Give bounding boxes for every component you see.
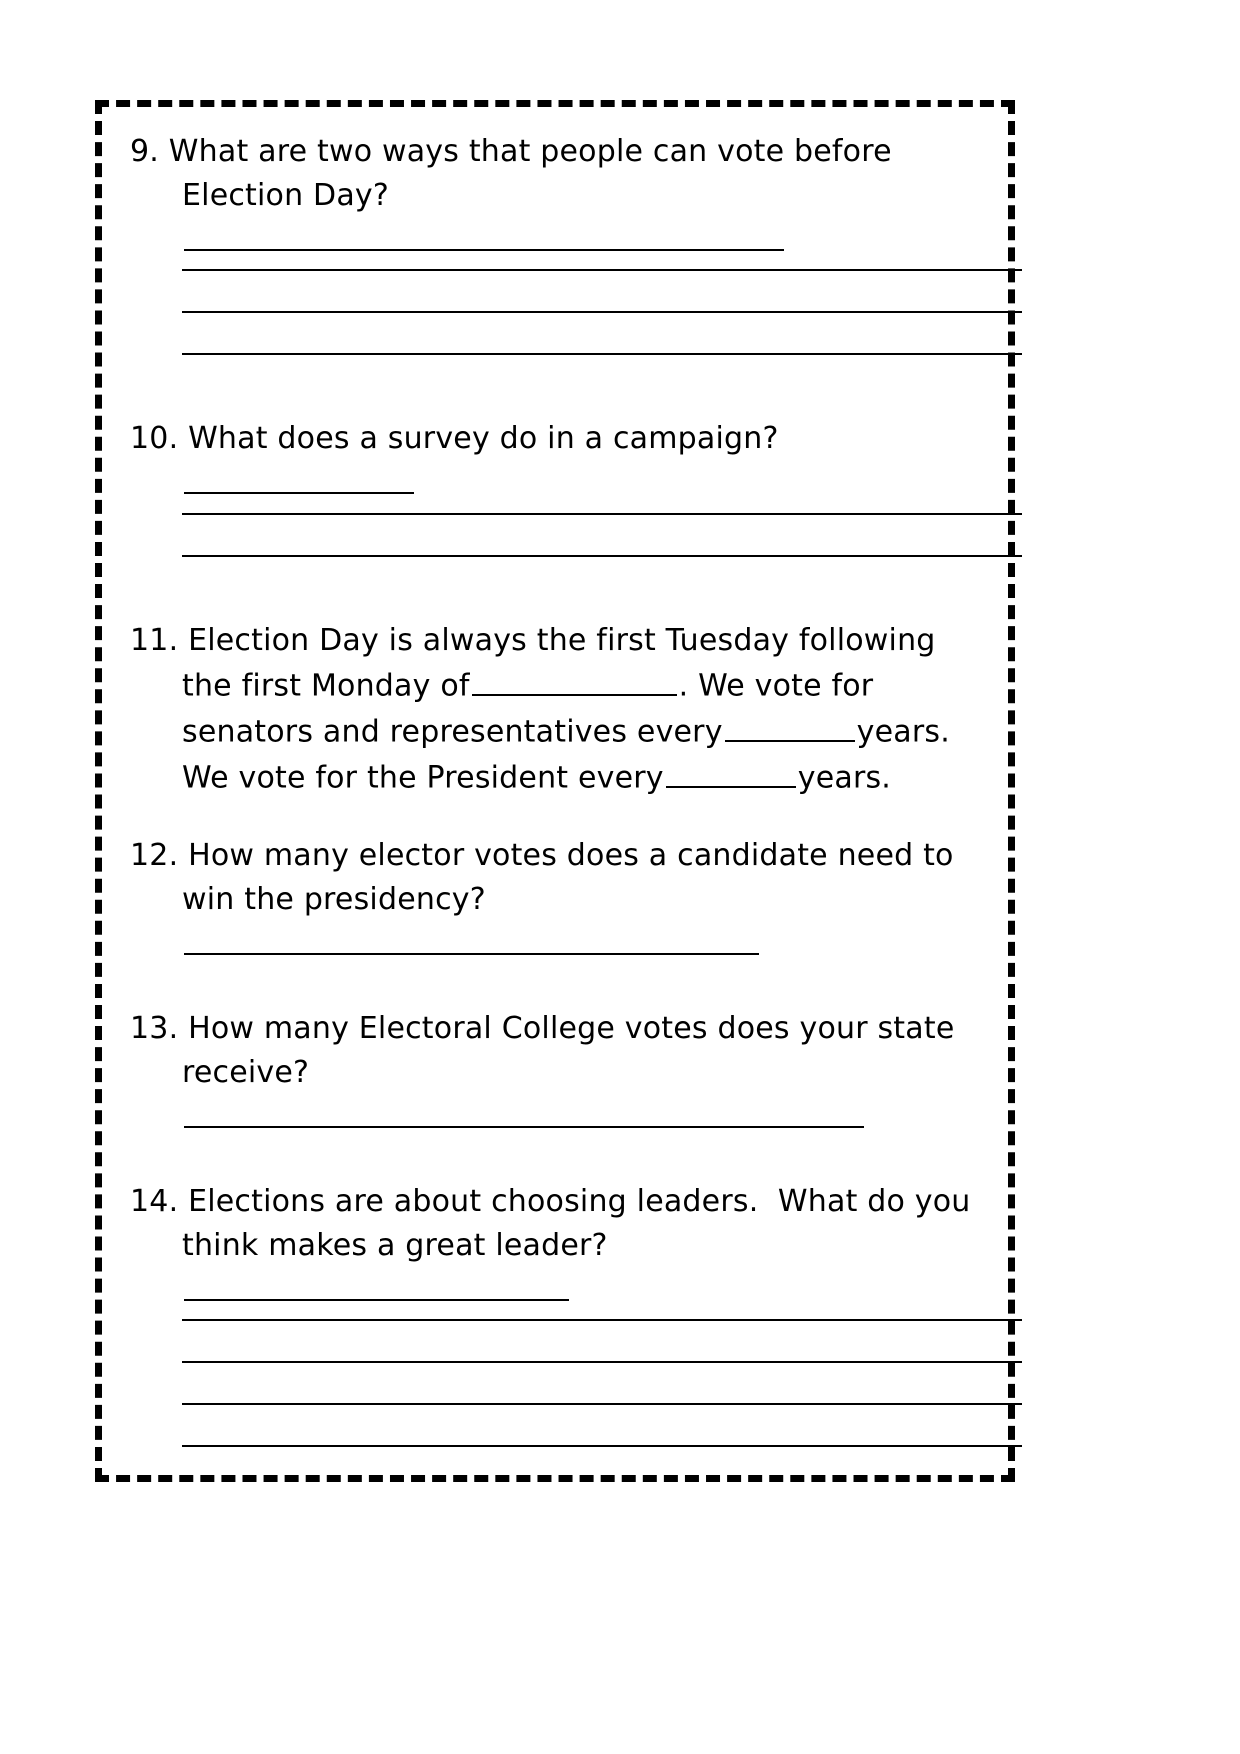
question-13-number: 13. xyxy=(130,1011,179,1046)
question-13-text xyxy=(130,1007,990,1140)
question-12-text xyxy=(130,834,990,967)
spacer xyxy=(130,1140,990,1180)
question-14-inline-blank[interactable] xyxy=(184,1267,569,1301)
question-14-answer-lines[interactable] xyxy=(130,1319,990,1447)
question-11-blank-month[interactable] xyxy=(472,662,677,696)
question-13-line-2: receive? xyxy=(182,1054,310,1090)
question-9-answer-lines[interactable] xyxy=(130,269,990,355)
answer-line[interactable] xyxy=(182,555,1022,557)
answer-line[interactable] xyxy=(182,1403,1022,1405)
question-11-blank-term-congress[interactable] xyxy=(725,708,855,742)
question-13 xyxy=(130,1007,990,1140)
question-11-line-1: Election Day is always the first Tuesday following the xyxy=(182,622,946,704)
question-9-text xyxy=(130,130,990,263)
spacer xyxy=(130,597,990,619)
question-14-line-2: think makes a great leader? xyxy=(182,1227,608,1263)
question-14-line-1: Elections are about choosing leaders. What do you xyxy=(188,1184,971,1219)
answer-line[interactable] xyxy=(182,1319,1022,1321)
question-11-line-4b: years. xyxy=(797,760,892,796)
spacer xyxy=(130,395,990,417)
question-11-number: 11. xyxy=(130,622,179,658)
question-12-number: 12. xyxy=(130,838,179,873)
question-10-number: 10. xyxy=(130,421,179,456)
question-9-prompt: What are two ways that people can vote before Election Day? xyxy=(168,134,902,213)
question-10 xyxy=(130,417,990,557)
question-9-number: 9. xyxy=(130,134,160,169)
question-13-inline-blank[interactable] xyxy=(184,1094,864,1128)
question-11-line-2a: first Monday of xyxy=(241,668,470,704)
answer-line[interactable] xyxy=(182,269,1022,271)
questions-container xyxy=(130,130,990,1455)
question-11-line-4a: We vote for the President every xyxy=(182,760,664,796)
question-11-line-3b: years. xyxy=(856,714,950,750)
answer-line[interactable] xyxy=(182,353,1022,355)
question-11-line-2b: . We vote for xyxy=(678,668,874,704)
question-9 xyxy=(130,130,990,355)
question-11-text xyxy=(130,619,990,801)
question-11-blank-term-president[interactable] xyxy=(666,754,796,788)
question-12-line-2: the presidency? xyxy=(244,881,486,917)
answer-line[interactable] xyxy=(182,1361,1022,1363)
question-14-number: 14. xyxy=(130,1184,179,1219)
question-11-line-3a: senators and representatives every xyxy=(182,714,723,750)
question-10-answer-lines[interactable] xyxy=(130,513,990,557)
spacer xyxy=(130,800,990,834)
answer-line[interactable] xyxy=(182,311,1022,313)
question-10-text xyxy=(130,417,990,507)
question-13-line-1: How many Electoral College votes does your state xyxy=(188,1011,955,1046)
question-14 xyxy=(130,1180,990,1447)
question-12-inline-blank[interactable] xyxy=(184,921,759,955)
question-12-line-1: How many elector votes does a candidate need to win xyxy=(182,838,964,917)
question-12 xyxy=(130,834,990,967)
question-14-text xyxy=(130,1180,990,1313)
question-10-prompt: What does a survey do in a campaign? xyxy=(188,421,779,456)
answer-line[interactable] xyxy=(182,1445,1022,1447)
answer-line[interactable] xyxy=(182,513,1022,515)
question-9-inline-blank[interactable] xyxy=(184,217,784,251)
question-11 xyxy=(130,619,990,801)
question-10-inline-blank[interactable] xyxy=(184,461,414,495)
spacer xyxy=(130,967,990,1007)
